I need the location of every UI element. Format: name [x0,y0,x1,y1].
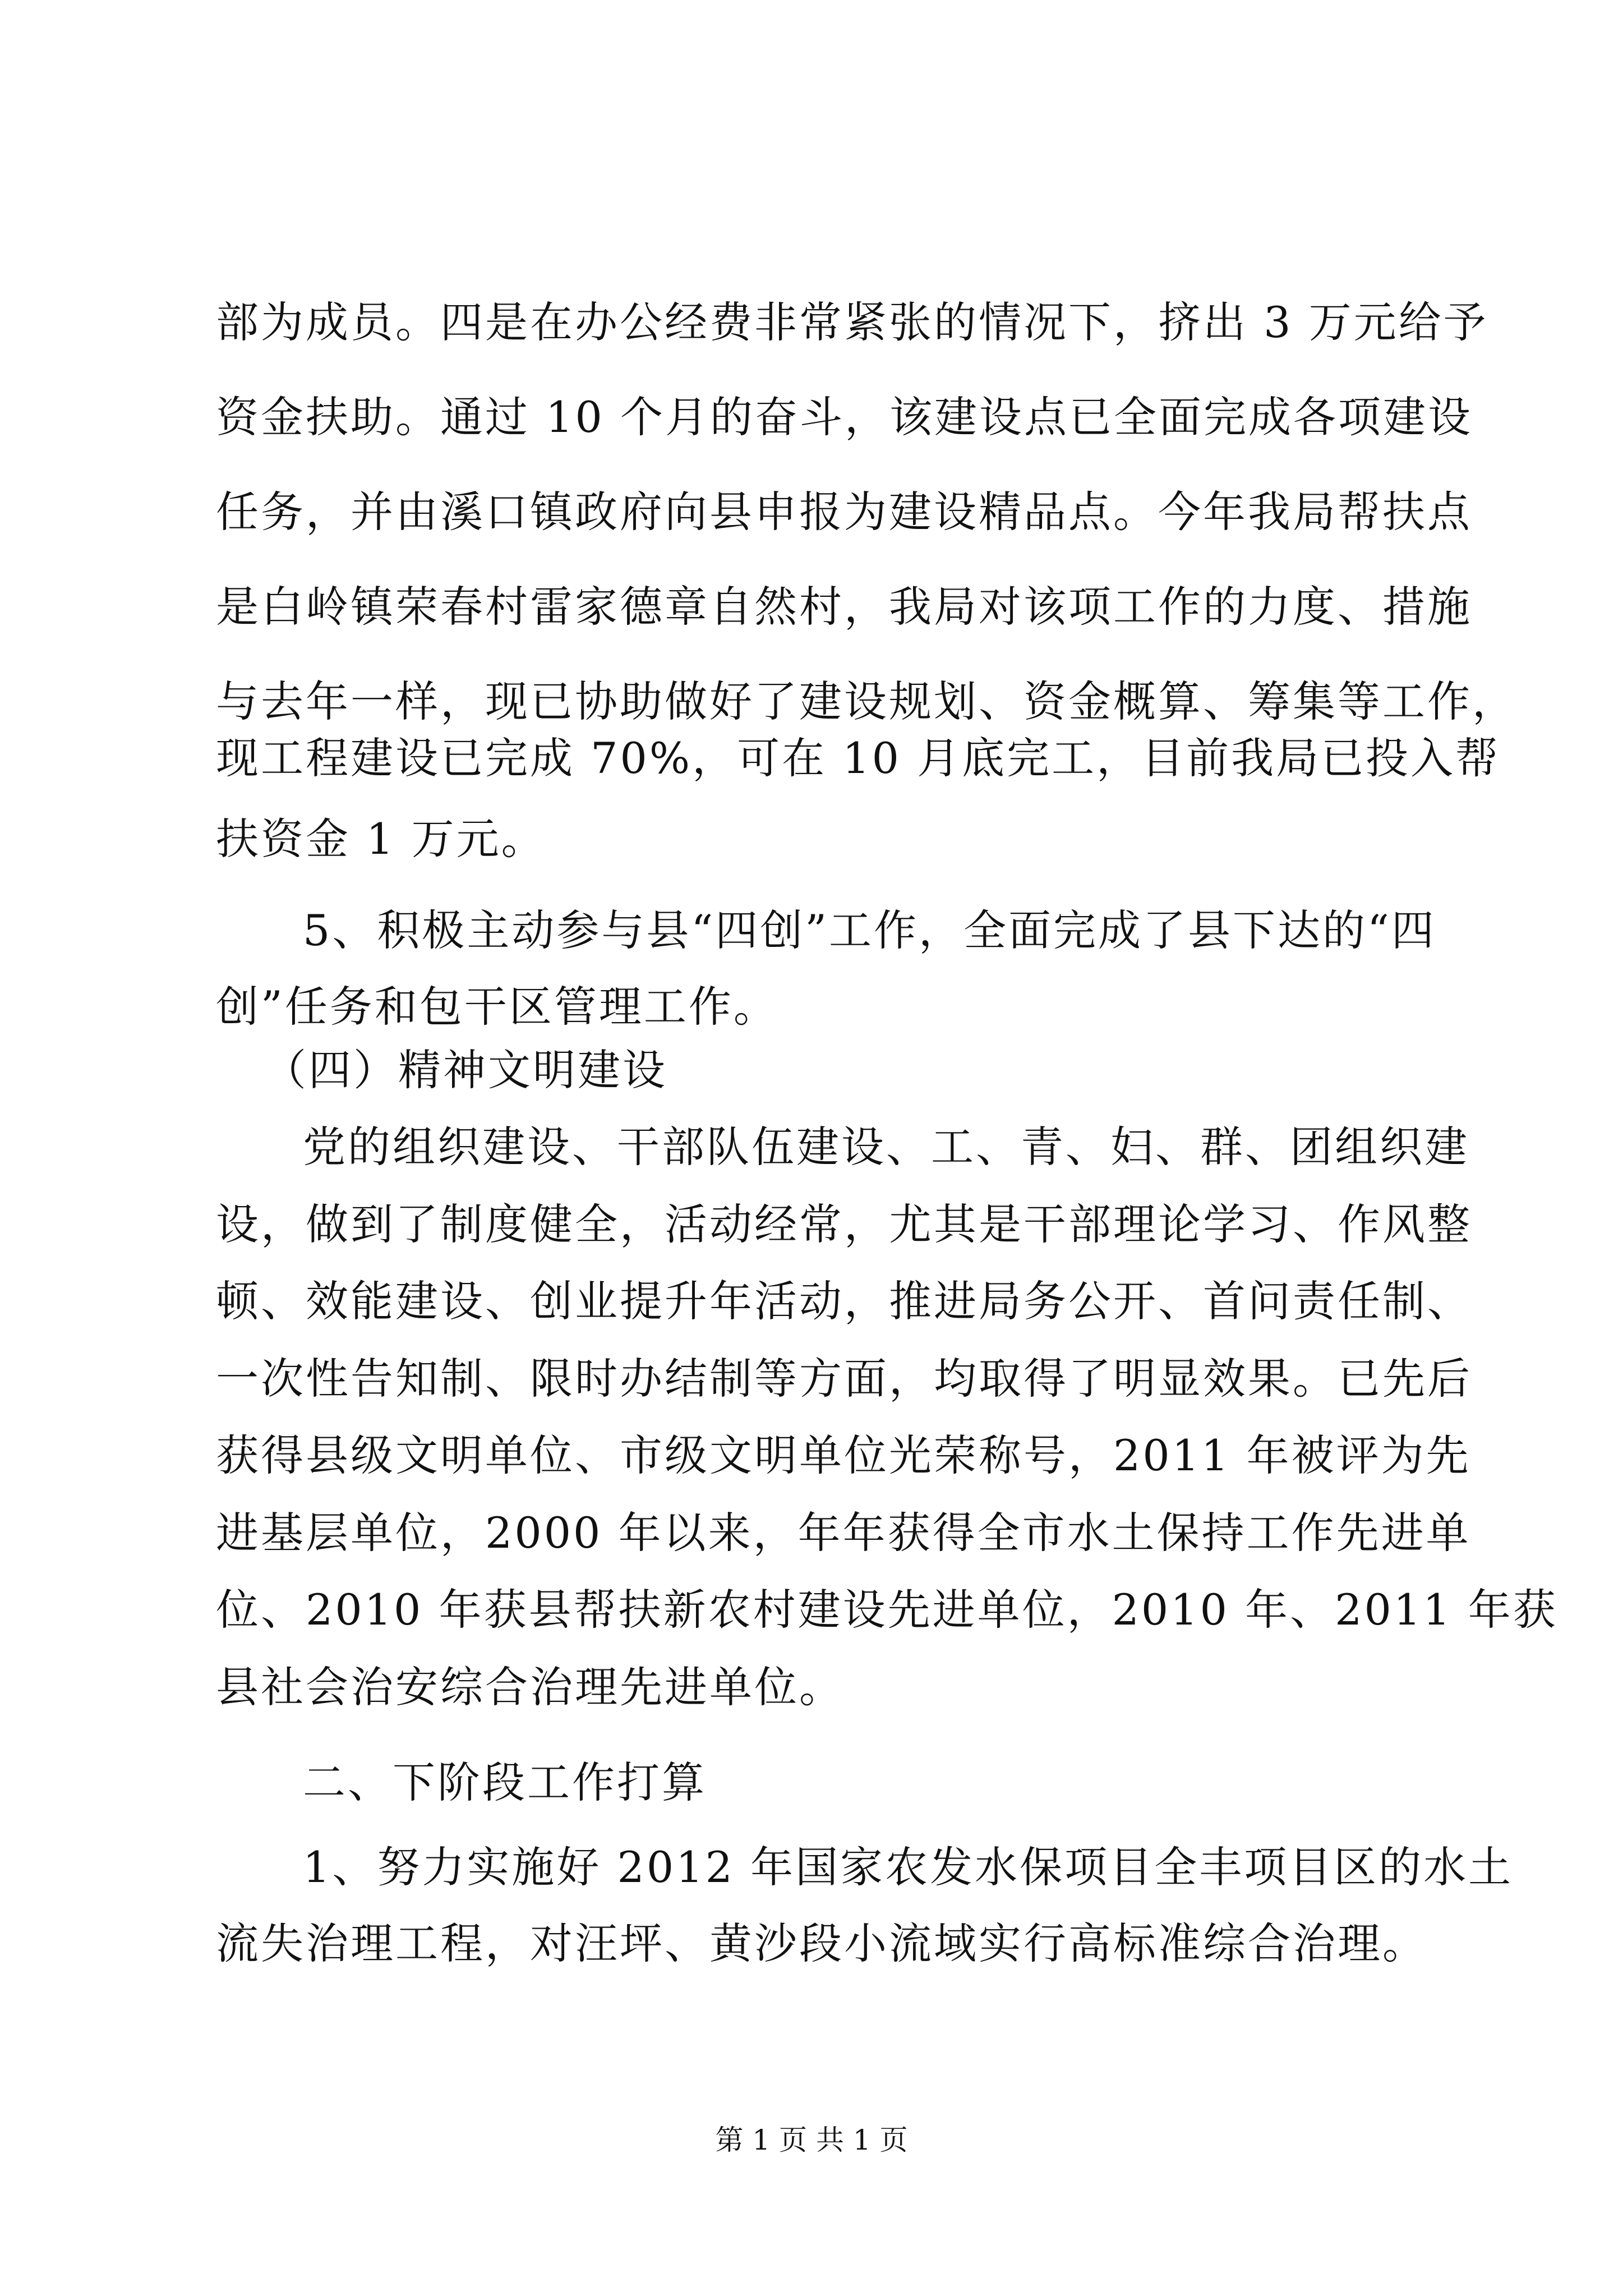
body-line: 是白岭镇荣春村雷家德章自然村，我局对该项工作的力度、措施 [216,582,1472,632]
body-line: 流失治理工程，对汪坪、黄沙段小流域实行高标准综合治理。 [216,1918,1427,1968]
body-line: 位、2010 年获县帮扶新农村建设先进单位，2010 年、2011 年获 [216,1585,1558,1635]
body-line: 创”任务和包干区管理工作。 [216,982,778,1032]
body-line: 党的组织建设、干部队伍建设、工、青、妇、群、团组织建 [303,1122,1469,1172]
body-line: 5、积极主动参与县“四创”工作，全面完成了县下达的“四 [303,905,1436,955]
body-line: 设，做到了制度健全，活动经常，尤其是干部理论学习、作风整 [216,1199,1472,1249]
body-line: 与去年一样，现已协助做好了建设规划、资金概算、筹集等工作， [216,677,1517,726]
body-line: 任务，并由溪口镇政府向县申报为建设精品点。今年我局帮扶点 [216,487,1472,537]
body-line: 扶资金 1 万元。 [216,814,546,864]
body-line: 进基层单位，2000 年以来，年年获得全市水土保持工作先进单 [216,1508,1471,1558]
body-line: 县社会治安综合治理先进单位。 [216,1662,844,1712]
body-line: 一次性告知制、限时办结制等方面，均取得了明显效果。已先后 [216,1354,1472,1404]
body-line: 1、努力实施好 2012 年国家农发水保项目全丰项目区的水土 [303,1842,1514,1892]
body-line: 资金扶助。通过 10 个月的奋斗，该建设点已全面完成各项建设 [216,392,1473,442]
body-line: 获得县级文明单位、市级文明单位光荣称号，2011 年被评为先 [216,1430,1471,1480]
section-heading: 二、下阶段工作打算 [303,1757,707,1807]
body-line: 顿、效能建设、创业提升年活动，推进局务公开、首问责任制、 [216,1276,1472,1326]
body-line: 现工程建设已完成 70%，可在 10 月底完工，目前我局已投入帮 [216,733,1501,783]
section-heading: （四）精神文明建设 [264,1045,667,1095]
body-line: 部为成员。四是在办公经费非常紧张的情况下，挤出 3 万元给予 [216,297,1488,347]
page-footer: 第 1 页 共 1 页 [715,2124,908,2156]
